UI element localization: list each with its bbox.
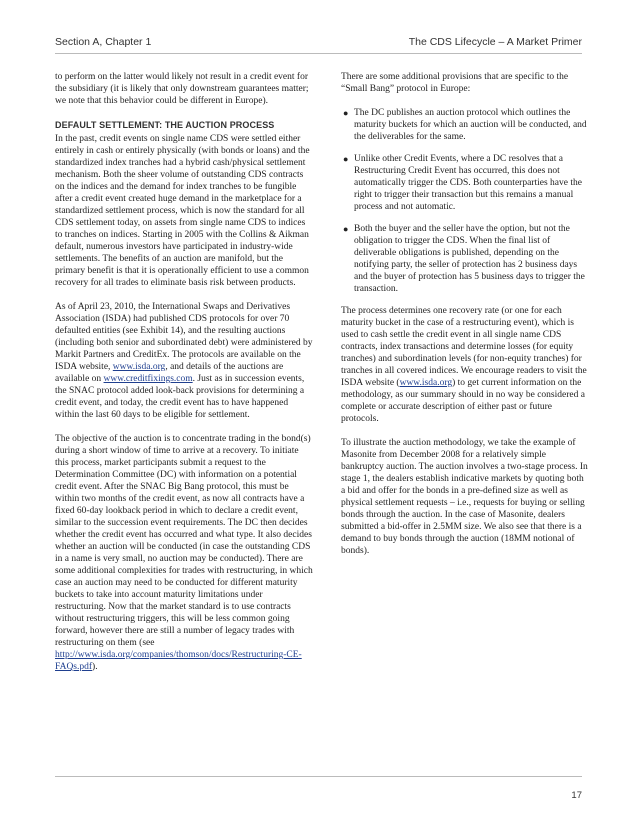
restructuring-faq-link[interactable]: http://www.isda.org/companies/thomson/docs/Restructuring-CE-FAQs.pdf — [55, 650, 302, 672]
section-label: Section A, Chapter 1 — [55, 36, 152, 48]
text-span: . Just as in succession events, the SNAC protocol added look-back provisions for determining a credit event, and today, the credit event has to have happened within the last 60 days to be eligible for settlement. — [55, 374, 305, 420]
page-header — [55, 36, 582, 50]
header-divider — [55, 53, 582, 54]
left-intro-paragraph: to perform on the latter would likely not result in a credit event for the subsidiary (it is likely that only downstream guarantees matter; we note that this behavior could be different in Europe). — [55, 72, 309, 106]
list-item-text: Both the buyer and the seller have the option, but not the obligation to trigger the CDS. When the final list of deliverable obligations is published, depending on the notifying party, the seller of protection has 2 business days and the buyer of protection has 5 business days to trigger the transaction. — [354, 224, 585, 294]
list-item — [341, 153, 589, 213]
left-column — [55, 71, 313, 685]
auction-paragraph-1: In the past, credit events on single name CDS were settled either entirely in cash or entirely physically (with bonds or loans) and the standardized index tranches had a hybrid cash/physical settlement mechanism. Both the sheer volume of outstanding CDS contracts on the indices and the demand for index tranches to be fungible after a credit event created huge demand in the marketplace for a standardized settlement process, which is now the standard for all CDS settlement today, on assets from single name CDS to indices to tranches on indices. Starting in 2005 with the Collins & Aikman default, numerous investors have participated in industry-wide settlements. The benefits of an auction are manifold, but the primary benefit is that it is operationally efficient to use a common recovery for all trades to eliminate basis risk between products. — [55, 134, 310, 288]
creditfixings-link[interactable]: www.creditfixings.com — [103, 374, 193, 384]
list-item-text: Unlike other Credit Events, where a DC resolves that a Restructuring Credit Event has occurred, this does not automatically trigger the CDS. Both counterparties have the right to trigger their transaction but this remains a manual process and not automatic. — [354, 154, 582, 212]
bullet-icon: ● — [343, 154, 349, 164]
list-item — [341, 223, 589, 295]
auction-paragraph-2 — [55, 301, 313, 421]
text-span: The process determines one recovery rate (or one for each maturity bucket in the case of a restructuring event), which is used to cash settle the credit event in all single name CDS contracts, index transactions and determine losses (for equity tranches) and subordination levels (for non-equity tranches) for tranches in all covered indices. We encourage readers to visit the ISDA website ( — [341, 306, 587, 388]
auction-paragraph-3 — [55, 433, 313, 673]
right-intro-paragraph: There are some additional provisions that are specific to the “Small Bang” protocol in Europe: — [341, 72, 569, 94]
section-heading: DEFAULT SETTLEMENT: THE AUCTION PROCESS — [55, 120, 275, 130]
isda-link[interactable]: www.isda.org — [112, 362, 166, 372]
bullet-icon: ● — [343, 108, 349, 118]
text-span: ) to get current information on the methodology, as our summary should in no way be considered a complete or accurate description of either past or future protocols. — [341, 378, 585, 424]
text-span: , and details of the auctions are available on — [55, 362, 284, 384]
right-column — [341, 71, 589, 569]
page-number: 17 — [571, 790, 582, 801]
bullet-icon: ● — [343, 224, 349, 234]
provisions-list — [341, 107, 589, 295]
masonite-paragraph: To illustrate the auction methodology, we take the example of Masonite from December 2008 for a relatively simple bankruptcy auction. The auction involves a two-stage process. In stage 1, the dealers establish indicative markets by quoting both a bid and offer for the bonds in a pre-defined size as well as physical settlement requests – i.e., requests for buying or selling bonds through the auction. In the case of Masonite, dealers submitted a bid-offer in 2.5MM size. We also see that there is a demand to buy bonds through the auction (18MM notional of bonds). — [341, 438, 588, 556]
recovery-paragraph — [341, 305, 589, 425]
list-item — [341, 107, 589, 143]
isda-link[interactable]: www.isda.org — [399, 378, 453, 388]
text-span: The objective of the auction is to concentrate trading in the bond(s) during a short window of time to arrive at a recovery. To initiate this process, market participants submit a request to the Determination Committee (DC) with information on a potential credit event. After the SNAC Big Bang protocol, this must be within two months of the credit event, as now all contracts have a fixed 60-day lookback period in which to declare a credit event, similar to the succession event requirements. The DC then decides whether the credit event has occurred and what type. It also decides whether an auction will be conducted (in case the outstanding CDS in a name is very small, no auction may be conducted). There are some additional complexities for trades with restructuring, in which case an auction may need to be conducted for different maturity buckets to take into account maturity limitations under restructuring. Now that the market standard is to use contracts without restructuring triggers, this will be less common going forward, however there are still a number of legacy trades with restructuring on them (see — [55, 434, 313, 648]
text-span: ). — [92, 662, 98, 672]
footer-divider — [55, 776, 582, 777]
list-item-text: The DC publishes an auction protocol which outlines the maturity buckets for which an auction will be conducted, and the deliverables for the same. — [354, 108, 587, 142]
document-title: The CDS Lifecycle – A Market Primer — [408, 36, 582, 48]
text-span: As of April 23, 2010, the International Swaps and Derivatives Association (ISDA) had published CDS protocols for over 70 defaulted entities (see Exhibit 14), and the resulting auctions (including both senior and subordinated debt) were administered by Markit Partners and CreditEx. The protocols are available on the ISDA website, — [55, 302, 313, 372]
